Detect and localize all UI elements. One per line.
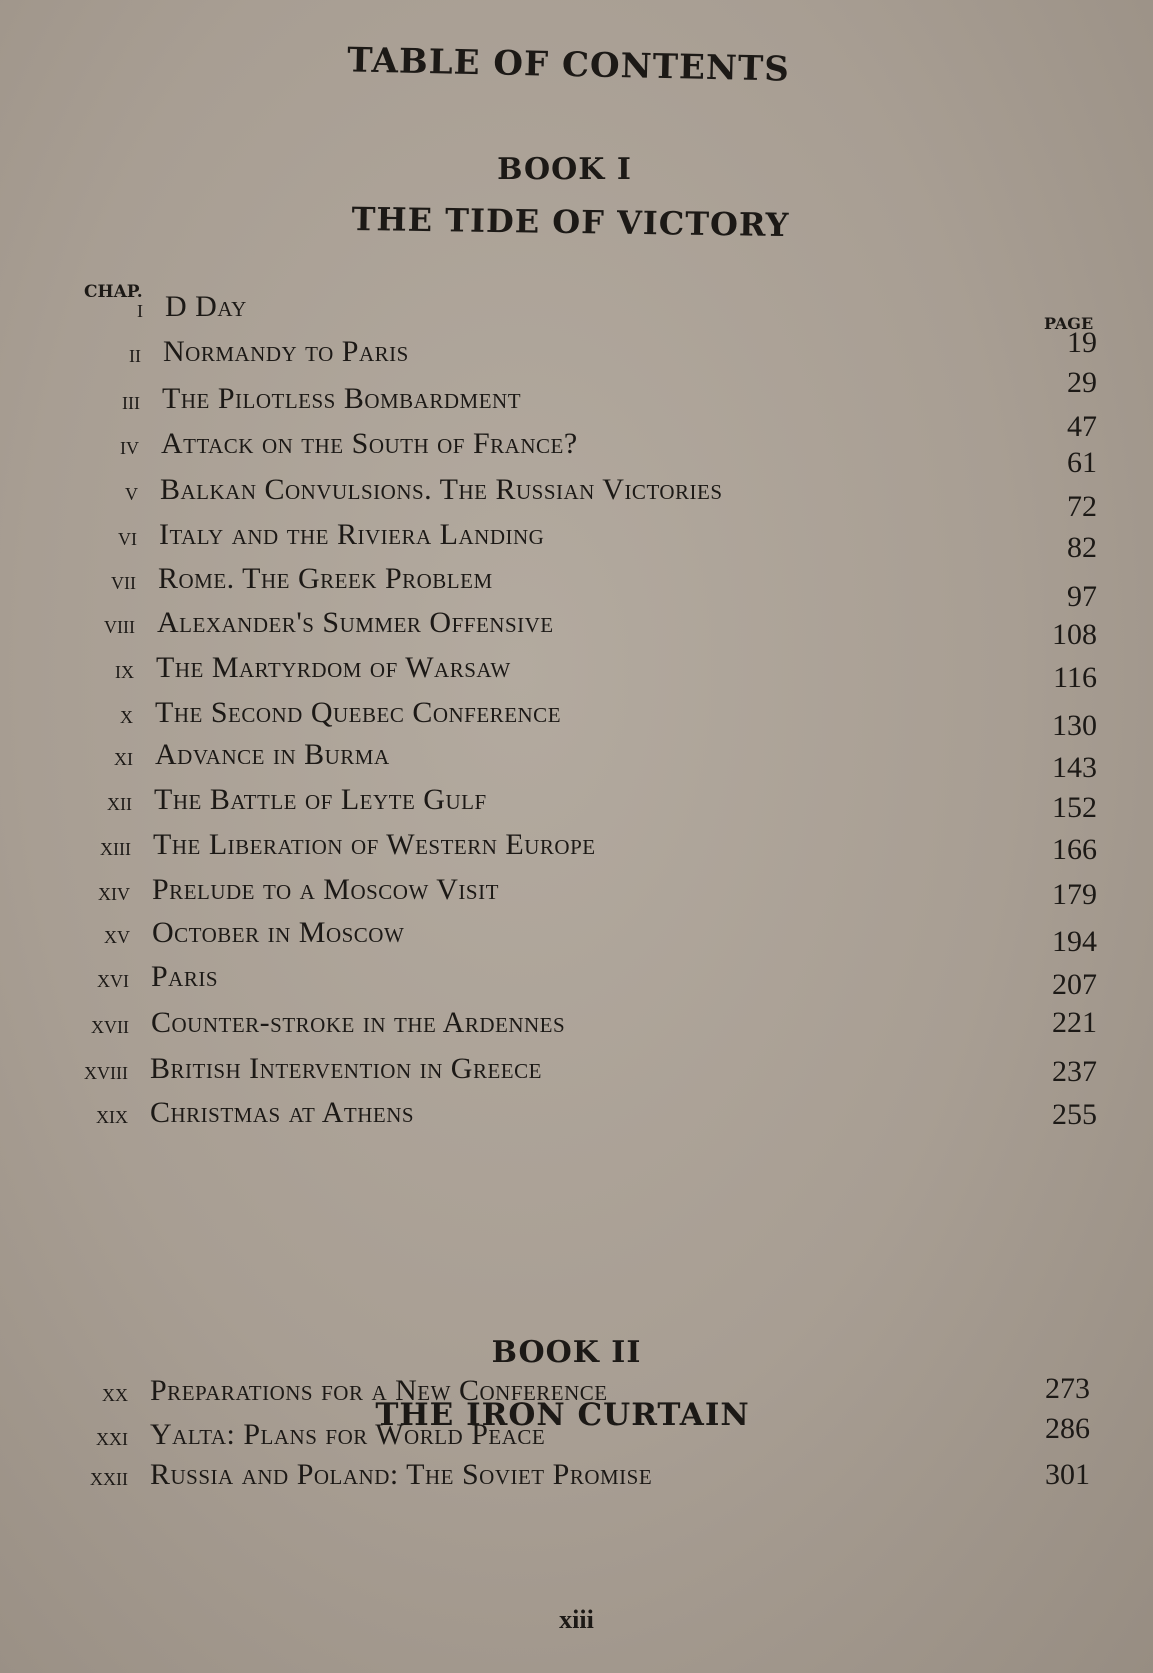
chapter-title: Russia and Poland: The Soviet Promise xyxy=(150,1458,653,1491)
chapter-title: Normandy to Paris xyxy=(163,335,409,368)
chapter-page: 116 xyxy=(1053,661,1097,694)
chapter-title: Rome. The Greek Problem xyxy=(158,562,493,595)
page-number: xiii xyxy=(559,1605,594,1634)
chapter-title: October in Moscow xyxy=(152,916,405,949)
chapter-title: Italy and the Riviera Landing xyxy=(159,518,545,551)
chapter-page: 130 xyxy=(1052,709,1097,742)
chapter-title: D Day xyxy=(165,290,247,323)
chapter-page: 19 xyxy=(1067,326,1097,359)
chapter-title: Alexander's Summer Offensive xyxy=(157,606,554,639)
chapter-page: 237 xyxy=(1052,1055,1097,1088)
chapter-number: xiii xyxy=(100,832,131,861)
chapter-number: ix xyxy=(115,655,134,684)
toc-entry xyxy=(0,916,1153,956)
chapter-page: 166 xyxy=(1052,833,1097,866)
chapter-title: Prelude to a Moscow Visit xyxy=(152,873,499,906)
chapter-title: Christmas at Athens xyxy=(150,1096,415,1129)
chapter-number: x xyxy=(120,700,133,729)
chapter-page: 82 xyxy=(1067,531,1097,564)
toc-entry xyxy=(0,427,1153,479)
toc-entry xyxy=(0,873,1153,913)
chapter-page: 108 xyxy=(1052,618,1097,651)
chapter-title: Yalta: Plans for World Peace xyxy=(150,1418,546,1451)
chapter-page: 29 xyxy=(1067,366,1097,399)
chapter-title: British Intervention in Greece xyxy=(150,1052,542,1085)
chapter-title: The Martyrdom of Warsaw xyxy=(156,651,511,684)
chapter-number: iii xyxy=(122,386,140,415)
chapter-title: The Battle of Leyte Gulf xyxy=(154,783,487,816)
chapter-number: xii xyxy=(107,787,132,816)
chapter-page: 273 xyxy=(1045,1372,1090,1405)
chap-column-header: CHAP. xyxy=(84,282,143,302)
page-heading: TABLE OF CONTENTS xyxy=(346,40,791,90)
chapter-page: 47 xyxy=(1067,410,1097,443)
toc-entry xyxy=(0,473,1153,523)
chapter-page: 301 xyxy=(1045,1458,1090,1491)
toc-entry xyxy=(0,828,1153,868)
chapter-number: xi xyxy=(114,742,133,771)
toc-entry xyxy=(0,562,1153,613)
chapter-page: 61 xyxy=(1067,446,1097,479)
chapter-number: vii xyxy=(111,566,136,595)
toc-entry xyxy=(0,518,1153,564)
book1-label: BOOK I xyxy=(497,152,632,187)
chapter-page: 143 xyxy=(1052,751,1097,784)
toc-entry xyxy=(0,1006,1153,1046)
toc-entry xyxy=(0,606,1153,651)
chapter-page: 72 xyxy=(1067,490,1097,523)
chapter-title: The Liberation of Western Europe xyxy=(153,828,596,861)
chapter-title: Counter-stroke in the Ardennes xyxy=(151,1006,566,1039)
chapter-page: 97 xyxy=(1067,580,1097,613)
chapter-number: xv xyxy=(104,920,130,949)
toc-entry xyxy=(0,960,1153,1000)
toc-entry xyxy=(0,1374,1153,1414)
toc-entry xyxy=(0,1096,1153,1136)
chapter-number: xxi xyxy=(96,1422,128,1451)
book2-label: BOOK II xyxy=(491,1335,642,1370)
chapter-number: xviii xyxy=(84,1056,128,1085)
chapter-number: vi xyxy=(118,522,137,551)
toc-entry xyxy=(0,1458,1153,1498)
toc-entry xyxy=(0,651,1153,694)
chapter-number: iv xyxy=(120,431,139,460)
chapter-number: xvii xyxy=(91,1010,129,1039)
page-column-header: PAGE xyxy=(1044,314,1094,333)
book1-title: THE TIDE OF VICTORY xyxy=(351,199,790,245)
toc-entry xyxy=(0,696,1153,742)
chapter-page: 179 xyxy=(1052,878,1097,911)
toc-entry xyxy=(0,1052,1153,1092)
chapter-number: xiv xyxy=(98,877,130,906)
toc-entry xyxy=(0,738,1153,784)
chapter-page: 255 xyxy=(1052,1098,1097,1131)
chapter-number: xvi xyxy=(97,964,129,993)
toc-entry xyxy=(0,783,1153,823)
chapter-number: xx xyxy=(102,1378,128,1407)
toc-entry xyxy=(0,382,1153,443)
chapter-page: 207 xyxy=(1052,968,1097,1001)
chapter-page: 286 xyxy=(1045,1412,1090,1445)
chapter-number: xxii xyxy=(90,1462,128,1491)
chapter-title: Balkan Convulsions. The Russian Victories xyxy=(160,473,723,506)
chapter-title: Paris xyxy=(151,960,219,993)
chapter-page: 221 xyxy=(1052,1006,1097,1039)
chapter-number: i xyxy=(137,294,143,323)
chapter-page: 152 xyxy=(1052,791,1097,824)
chapter-number: ii xyxy=(129,339,141,368)
chapter-title: Attack on the South of France? xyxy=(161,427,578,460)
chapter-number: viii xyxy=(104,610,135,639)
chapter-number: xix xyxy=(96,1100,128,1129)
chapter-number: v xyxy=(125,477,138,506)
book2-title: THE IRON CURTAIN xyxy=(375,1397,750,1433)
chapter-title: The Second Quebec Conference xyxy=(155,696,562,729)
chapter-title: The Pilotless Bombardment xyxy=(162,382,522,415)
chapter-page: 194 xyxy=(1052,925,1097,958)
chapter-title: Advance in Burma xyxy=(155,738,390,771)
chapter-title: Preparations for a New Conference xyxy=(150,1374,608,1407)
